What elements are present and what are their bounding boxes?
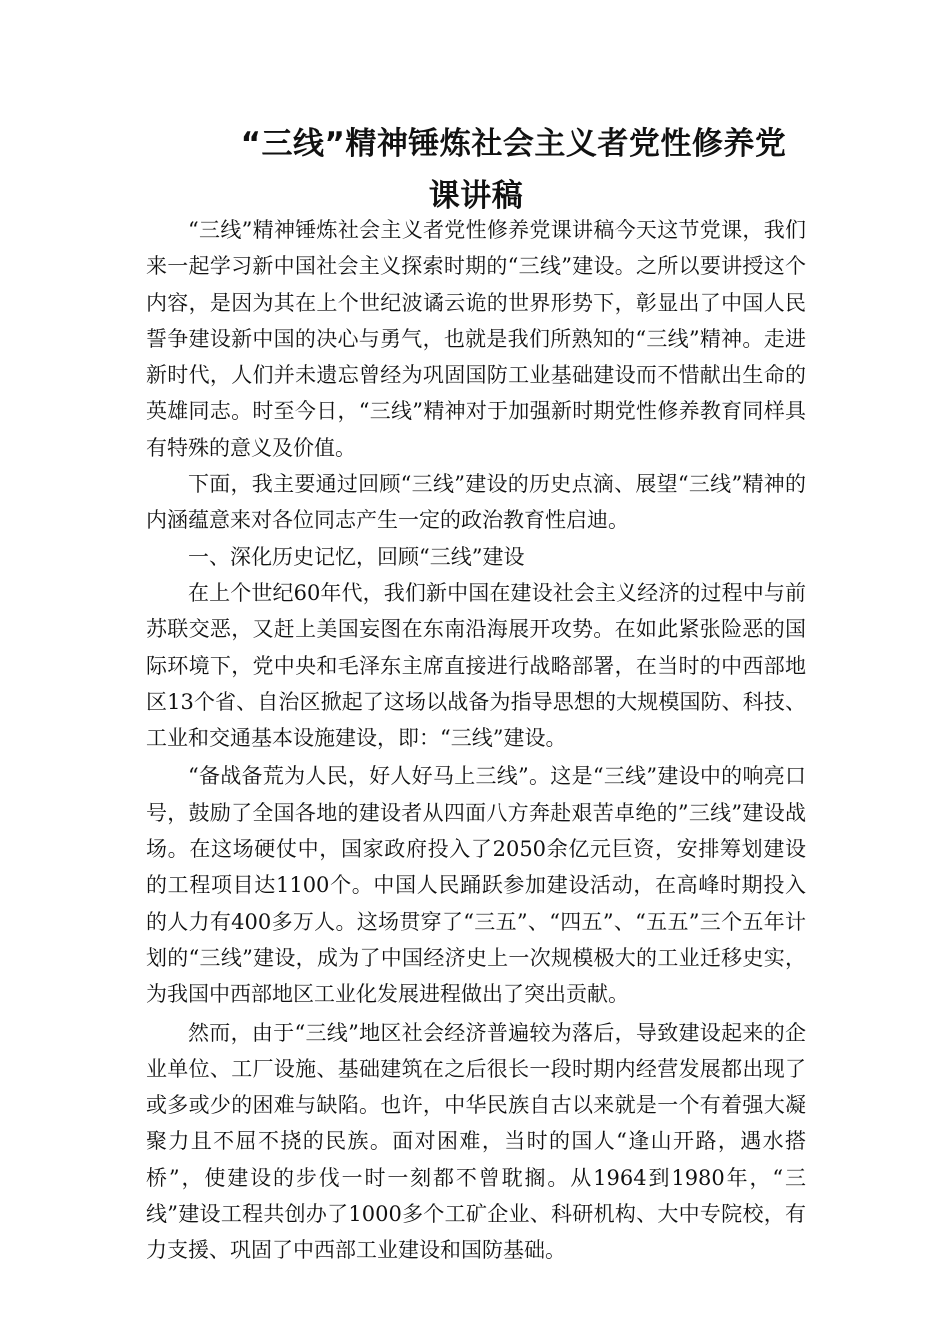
paragraph-history: 在上个世纪60年代，我们新中国在建设社会主义经济的过程中与前苏联交恶，又赶上美国妄图在东南沿海展开攻势。在如此紧张险恶的国际环境下，党中央和毛泽东主席直接进行战略部署，在当时的中西部地区13个省、自治区掀起了这场以战备为指导思想的大规模国防、科技、工业和交通基本设施建设，即：“三线”建设。 xyxy=(146,580,806,751)
title-line-1: “三线”精神锤炼社会主义者党性修养党 xyxy=(240,126,787,162)
paragraph-intro: “三线”精神锤炼社会主义者党性修养党课讲稿今天这节党课，我们来一起学习新中国社会主义探索时期的“三线”建设。之所以要讲授这个内容，是因为其在上个世纪波谲云诡的世界形势下，彰显出了中国人民誓争建设新中国的决心与勇气，也就是我们所熟知的“三线”精神。走进新时代，人们并未遗忘曾经为巩固国防工业基础建设而不惜献出生命的英雄同志。时至今日，“三线”精神对于加强新时期党性修养教育同样具有特殊的意义及价值。 xyxy=(146,218,806,460)
document-title xyxy=(146,118,806,222)
title-line-2: 课讲稿 xyxy=(428,178,524,214)
paragraph-outline: 下面，我主要通过回顾“三线”建设的历史点滴、展望“三线”精神的内涵蕴意来对各位同志产生一定的政治教育性启迪。 xyxy=(146,472,806,533)
paragraph-slogan: “备战备荒为人民，好人好马上三线”。这是“三线”建设中的响亮口号，鼓励了全国各地的建设者从四面八方奔赴艰苦卓绝的”三线”建设战场。在这场硬仗中，国家政府投入了2050余亿元巨资，安排筹划建设的工程项目达1100个。中国人民踊跃参加建设活动，在高峰时期投入的人力有400多万人。这场贯穿了“三五”、“四五”、“五五”三个五年计划的“三线”建设，成为了中国经济史上一次规模极大的工业迁移史实，为我国中西部地区工业化发展进程做出了突出贡献。 xyxy=(146,764,806,1007)
document-body xyxy=(146,212,806,1269)
section-heading-1: 一、深化历史记忆，回顾“三线”建设 xyxy=(188,544,525,569)
paragraph-difficulties: 然而，由于“三线”地区社会经济普遍较为落后，导致建设起来的企业单位、工厂设施、基础建筑在之后很长一段时期内经营发展都出现了或多或少的困难与缺陷。也许，中华民族自古以来就是一个有着强大凝聚力且不屈不挠的民族。面对困难，当时的国人“逢山开路，遇水搭桥”，使建设的步伐一时一刻都不曾耽搁。从1964到1980年，“三线”建设工程共创办了1000多个工矿企业、科研机构、大中专院校，有力支援、巩固了中西部工业建设和国防基础。 xyxy=(146,1020,806,1263)
